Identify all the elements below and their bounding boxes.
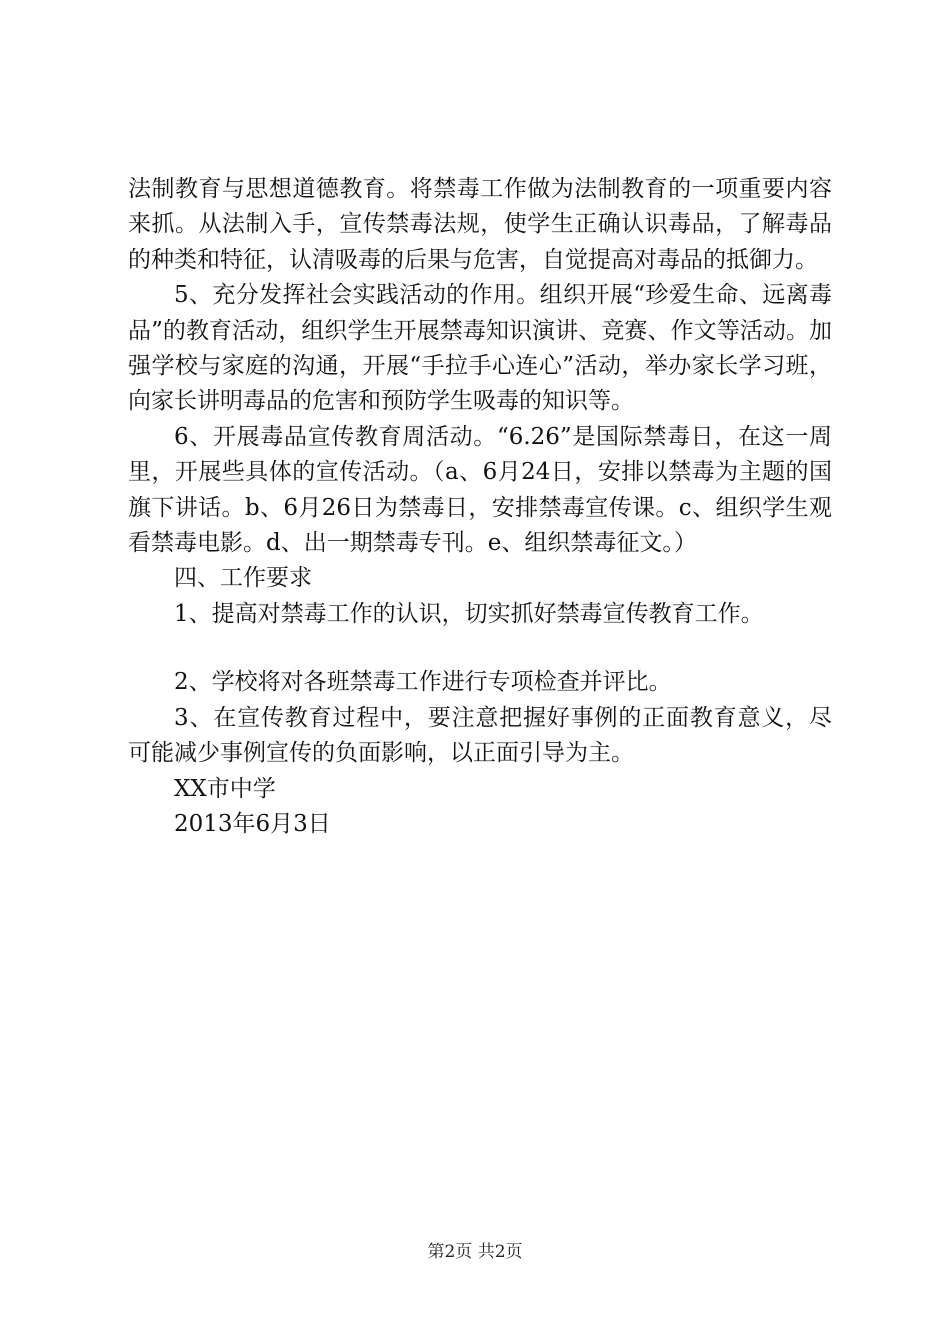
page-footer: 第2页 共2页	[427, 1242, 523, 1262]
paragraph-item-6: 6、开展毒品宣传教育周活动。“6.26”是国际禁毒日，在这一周里，开展些具体的宣传活动。（a、6月24日，安排以禁毒为主题的国旗下讲话。b、6月26日为禁毒日，安排禁毒宣传课。c、组织学生观看禁毒电影。d、出一期禁毒专刊。e、组织禁毒征文。）	[128, 423, 832, 557]
requirement-item-3: 3、在宣传教育过程中，要注意把握好事例的正面教育意义，尽可能减少事例宣传的负面影响，以正面引导为主。	[128, 704, 832, 767]
signature-date: 2013年6月3日	[174, 810, 331, 837]
requirement-item-2: 2、学校将对各班禁毒工作进行专项检查并评比。	[174, 669, 672, 696]
requirement-item-1: 1、提高对禁毒工作的认识，切实抓好禁毒宣传教育工作。	[174, 600, 764, 627]
signature-organization: XX市中学	[174, 775, 276, 802]
paragraph-continuation: 法制教育与思想道德教育。将禁毒工作做为法制教育的一项重要内容来抓。从法制入手，宣传禁毒法规，使学生正确认识毒品，了解毒品的种类和特征，认清吸毒的后果与危害，自觉提高对毒品的抵御力。	[128, 176, 832, 273]
document-body	[128, 172, 832, 842]
paragraph-item-5: 5、充分发挥社会实践活动的作用。组织开展“珍爱生命、远离毒品”的教育活动，组织学生开展禁毒知识演讲、竞赛、作文等活动。加强学校与家庭的沟通，开展“手拉手心连心”活动，举办家长学习班，向家长讲明毒品的危害和预防学生吸毒的知识等。	[128, 282, 832, 415]
section-heading-requirements: 四、工作要求	[174, 565, 312, 592]
